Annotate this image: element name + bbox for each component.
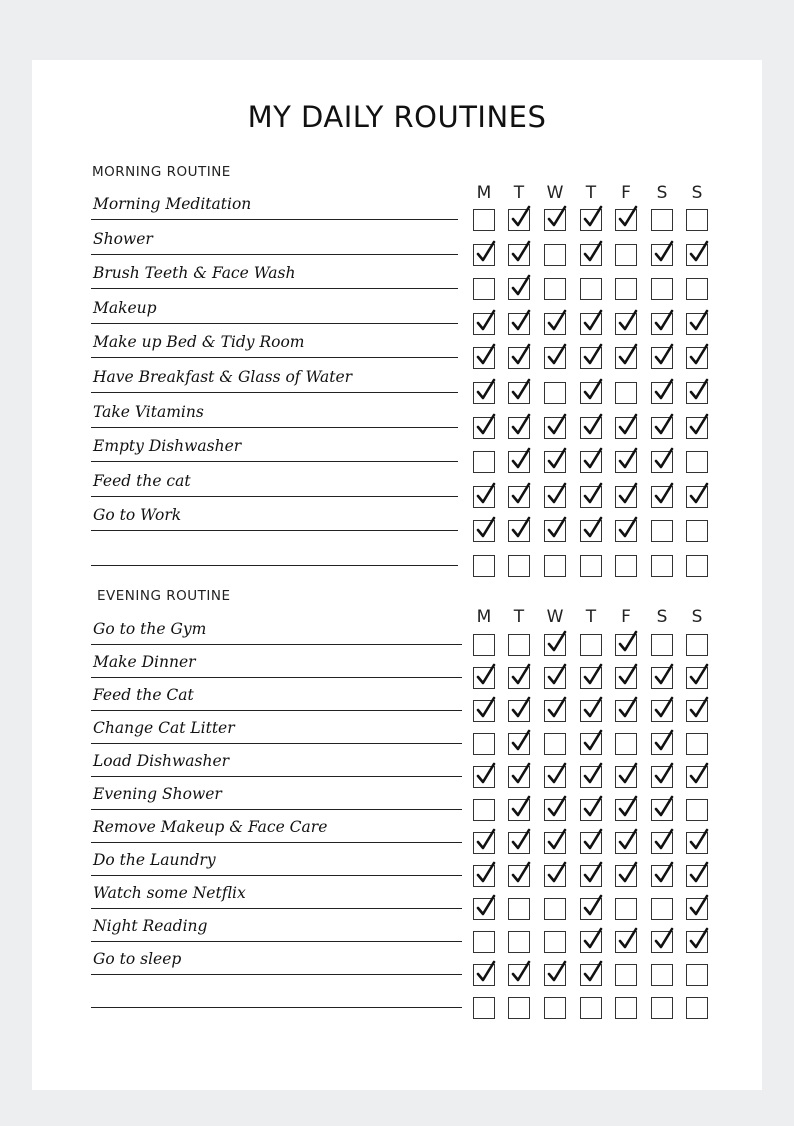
checkbox-checked[interactable] — [580, 964, 602, 986]
checkmark-icon — [546, 763, 568, 787]
task-line — [91, 677, 462, 678]
checkmark-stroke — [620, 929, 636, 947]
checkbox-empty[interactable] — [473, 799, 495, 821]
checkmark-icon — [688, 829, 710, 853]
day-header: F — [621, 607, 631, 627]
task-label: Feed the Cat — [93, 686, 194, 704]
checkmark-stroke — [585, 797, 601, 815]
checkbox-checked[interactable] — [651, 766, 673, 788]
checkbox-checked[interactable] — [544, 766, 566, 788]
checkmark-icon — [475, 697, 497, 721]
checkbox-empty[interactable] — [651, 997, 673, 1019]
checkmark-icon — [617, 862, 639, 886]
checkmark-stroke — [513, 764, 529, 782]
checkmark-stroke — [478, 962, 494, 980]
checkmark-icon — [546, 862, 568, 886]
checkbox-checked[interactable] — [580, 733, 602, 755]
checkbox-checked[interactable] — [544, 667, 566, 689]
checkbox-checked[interactable] — [580, 832, 602, 854]
task-line — [91, 875, 462, 876]
checkbox-checked[interactable] — [473, 766, 495, 788]
checkmark-icon — [688, 895, 710, 919]
checkmark-stroke — [513, 698, 529, 716]
checkmark-stroke — [549, 764, 565, 782]
checkbox-empty[interactable] — [615, 898, 637, 920]
task-line — [91, 1007, 462, 1008]
checkmark-stroke — [549, 632, 565, 650]
checkmark-icon — [582, 697, 604, 721]
checkmark-stroke — [585, 962, 601, 980]
checkbox-checked[interactable] — [651, 799, 673, 821]
checkmark-stroke — [656, 929, 672, 947]
checkmark-stroke — [478, 896, 494, 914]
checkmark-stroke — [513, 731, 529, 749]
checkmark-icon — [653, 796, 675, 820]
checkbox-checked[interactable] — [651, 931, 673, 953]
checkmark-stroke — [585, 896, 601, 914]
checkmark-icon — [582, 829, 604, 853]
section-heading: EVENING ROUTINE — [97, 588, 231, 604]
checkbox-checked[interactable] — [651, 700, 673, 722]
checkbox-empty[interactable] — [686, 964, 708, 986]
checkmark-icon — [582, 796, 604, 820]
checkbox-empty[interactable] — [580, 634, 602, 656]
checkbox-empty[interactable] — [473, 733, 495, 755]
checkmark-stroke — [656, 830, 672, 848]
checkbox-checked[interactable] — [473, 865, 495, 887]
checkmark-stroke — [656, 797, 672, 815]
checkbox-empty[interactable] — [473, 634, 495, 656]
checkmark-icon — [546, 697, 568, 721]
checkmark-stroke — [620, 665, 636, 683]
checkmark-icon — [582, 961, 604, 985]
day-header: T — [585, 607, 597, 627]
checkbox-checked[interactable] — [473, 832, 495, 854]
checkbox-checked[interactable] — [508, 733, 530, 755]
checkbox-checked[interactable] — [686, 766, 708, 788]
checkmark-icon — [510, 796, 532, 820]
checkbox-checked[interactable] — [615, 865, 637, 887]
task-line — [91, 908, 462, 909]
task-label: Feed the cat — [93, 471, 191, 490]
task-label: Night Reading — [93, 917, 208, 935]
day-header: T — [513, 607, 525, 627]
checkbox-empty[interactable] — [580, 997, 602, 1019]
checkbox-empty[interactable] — [686, 634, 708, 656]
checkmark-stroke — [585, 830, 601, 848]
task-line — [91, 941, 462, 942]
day-header: W — [546, 607, 564, 627]
checkbox-empty[interactable] — [544, 997, 566, 1019]
task-label: Morning Meditation — [93, 195, 252, 213]
day-header: W — [546, 183, 564, 203]
checkmark-icon — [582, 862, 604, 886]
checkmark-stroke — [656, 698, 672, 716]
checkmark-stroke — [585, 665, 601, 683]
task-label: Go to Work — [93, 506, 182, 525]
task-line — [91, 644, 462, 645]
day-header: T — [513, 183, 525, 203]
checkmark-icon — [653, 829, 675, 853]
checkmark-icon — [475, 961, 497, 985]
checkbox-checked[interactable] — [686, 700, 708, 722]
task-label: Make up Bed & Tidy Room — [93, 333, 305, 352]
checkbox-checked[interactable] — [580, 799, 602, 821]
checkmark-icon — [617, 697, 639, 721]
checkmark-stroke — [620, 797, 636, 815]
checkmark-icon — [582, 763, 604, 787]
checkmark-stroke — [691, 896, 707, 914]
task-line — [91, 743, 462, 744]
checkbox-checked[interactable] — [544, 964, 566, 986]
checkmark-icon — [617, 796, 639, 820]
task-label: Load Dishwasher — [93, 752, 230, 770]
checkbox-checked[interactable] — [544, 634, 566, 656]
day-header: M — [476, 607, 492, 627]
checkmark-stroke — [585, 731, 601, 749]
task-label: Evening Shower — [93, 785, 222, 803]
checkmark-stroke — [656, 863, 672, 881]
checkmark-icon — [475, 862, 497, 886]
checkbox-empty[interactable] — [473, 931, 495, 953]
checkbox-empty[interactable] — [544, 733, 566, 755]
checkbox-empty[interactable] — [508, 997, 530, 1019]
checkbox-empty[interactable] — [508, 931, 530, 953]
checkbox-checked[interactable] — [544, 700, 566, 722]
checkbox-checked[interactable] — [651, 865, 673, 887]
checkmark-icon — [582, 895, 604, 919]
checkbox-checked[interactable] — [473, 964, 495, 986]
checkbox-empty[interactable] — [686, 799, 708, 821]
checkbox-checked[interactable] — [686, 931, 708, 953]
checkbox-checked[interactable] — [508, 766, 530, 788]
checkbox-checked[interactable] — [615, 634, 637, 656]
task-label: Watch some Netflix — [93, 884, 246, 902]
checkbox-empty[interactable] — [544, 931, 566, 953]
checkbox-checked[interactable] — [508, 832, 530, 854]
checkmark-stroke — [691, 929, 707, 947]
task-label: Remove Makeup & Face Care — [93, 818, 328, 836]
checkbox-checked[interactable] — [686, 832, 708, 854]
checkmark-stroke — [478, 863, 494, 881]
checkmark-icon — [653, 928, 675, 952]
checkbox-checked[interactable] — [580, 667, 602, 689]
task-line — [91, 710, 462, 711]
checkmark-stroke — [478, 698, 494, 716]
checkbox-empty[interactable] — [686, 733, 708, 755]
task-line — [91, 974, 462, 975]
checkbox-checked[interactable] — [615, 766, 637, 788]
checkmark-stroke — [620, 764, 636, 782]
checkmark-stroke — [513, 830, 529, 848]
checkmark-stroke — [549, 863, 565, 881]
checkmark-stroke — [549, 665, 565, 683]
checkmark-stroke — [478, 764, 494, 782]
checkmark-stroke — [656, 665, 672, 683]
checkmark-icon — [546, 829, 568, 853]
checkbox-empty[interactable] — [615, 997, 637, 1019]
checkbox-checked[interactable] — [580, 700, 602, 722]
checkbox-checked[interactable] — [544, 799, 566, 821]
task-label: Have Breakfast & Glass of Water — [93, 368, 353, 386]
checkmark-icon — [653, 763, 675, 787]
checkmark-stroke — [656, 731, 672, 749]
checkbox-checked[interactable] — [580, 766, 602, 788]
day-header: T — [585, 183, 597, 203]
checkmark-icon — [546, 631, 568, 655]
checkbox-checked[interactable] — [651, 832, 673, 854]
checkmark-icon — [617, 664, 639, 688]
task-label: Shower — [93, 229, 153, 248]
checkmark-icon — [510, 664, 532, 688]
task-label: Take Vitamins — [93, 402, 204, 421]
checkmark-stroke — [513, 962, 529, 980]
task-label: Make Dinner — [93, 653, 196, 671]
checkbox-checked[interactable] — [615, 700, 637, 722]
checkbox-empty[interactable] — [615, 733, 637, 755]
checkmark-stroke — [656, 764, 672, 782]
checkbox-empty[interactable] — [473, 997, 495, 1019]
checkbox-checked[interactable] — [615, 832, 637, 854]
checkmark-stroke — [620, 830, 636, 848]
checkbox-checked[interactable] — [473, 700, 495, 722]
checkmark-icon — [688, 664, 710, 688]
checkmark-icon — [653, 664, 675, 688]
task-label: Brush Teeth & Face Wash — [93, 264, 296, 283]
checkmark-stroke — [585, 863, 601, 881]
checkmark-icon — [510, 730, 532, 754]
checkmark-icon — [510, 961, 532, 985]
checkmark-icon — [617, 631, 639, 655]
checkbox-checked[interactable] — [615, 667, 637, 689]
checkmark-stroke — [691, 863, 707, 881]
checkmark-icon — [688, 928, 710, 952]
page-title: MY DAILY ROUTINES — [247, 100, 547, 134]
checkmark-stroke — [513, 797, 529, 815]
evening-routine-section — [32, 60, 762, 1090]
checkmark-icon — [510, 763, 532, 787]
checkmark-icon — [653, 730, 675, 754]
checkbox-checked[interactable] — [686, 865, 708, 887]
task-line — [91, 842, 462, 843]
checkbox-empty[interactable] — [615, 964, 637, 986]
checkmark-icon — [475, 763, 497, 787]
checkmark-stroke — [620, 863, 636, 881]
checkbox-checked[interactable] — [508, 964, 530, 986]
section-heading: MORNING ROUTINE — [92, 164, 231, 180]
checkbox-empty[interactable] — [651, 898, 673, 920]
task-label: Go to the Gym — [93, 620, 207, 638]
checkmark-icon — [582, 730, 604, 754]
task-line — [91, 776, 462, 777]
task-label: Makeup — [93, 298, 157, 317]
planner-sheet — [32, 60, 762, 1090]
checkbox-checked[interactable] — [508, 700, 530, 722]
day-header: S — [691, 607, 703, 627]
checkbox-checked[interactable] — [508, 667, 530, 689]
checkbox-empty[interactable] — [651, 634, 673, 656]
checkmark-stroke — [620, 698, 636, 716]
day-header: F — [621, 183, 631, 203]
checkmark-icon — [617, 763, 639, 787]
checkmark-icon — [653, 862, 675, 886]
checkmark-icon — [546, 961, 568, 985]
checkmark-icon — [688, 697, 710, 721]
checkbox-checked[interactable] — [651, 667, 673, 689]
day-header: M — [476, 183, 492, 203]
checkmark-icon — [510, 829, 532, 853]
checkmark-icon — [475, 829, 497, 853]
checkmark-stroke — [585, 698, 601, 716]
checkbox-empty[interactable] — [508, 898, 530, 920]
checkmark-icon — [510, 697, 532, 721]
checkmark-icon — [617, 829, 639, 853]
task-label: Go to sleep — [93, 950, 182, 968]
day-header: S — [656, 607, 668, 627]
checkbox-empty[interactable] — [651, 964, 673, 986]
checkbox-checked[interactable] — [508, 799, 530, 821]
checkbox-checked[interactable] — [686, 898, 708, 920]
checkbox-empty[interactable] — [686, 997, 708, 1019]
checkbox-checked[interactable] — [651, 733, 673, 755]
checkbox-checked[interactable] — [544, 865, 566, 887]
checkmark-stroke — [549, 698, 565, 716]
checkbox-empty[interactable] — [544, 898, 566, 920]
checkmark-icon — [475, 895, 497, 919]
day-header: S — [656, 183, 668, 203]
checkmark-stroke — [549, 962, 565, 980]
checkmark-icon — [510, 862, 532, 886]
task-label: Change Cat Litter — [93, 719, 235, 737]
checkbox-empty[interactable] — [508, 634, 530, 656]
checkmark-icon — [688, 763, 710, 787]
day-header: S — [691, 183, 703, 203]
checkbox-checked[interactable] — [580, 898, 602, 920]
checkmark-stroke — [549, 830, 565, 848]
checkmark-stroke — [620, 632, 636, 650]
checkmark-stroke — [691, 698, 707, 716]
checkmark-stroke — [549, 797, 565, 815]
task-line — [91, 809, 462, 810]
checkbox-checked[interactable] — [473, 898, 495, 920]
checkmark-stroke — [691, 665, 707, 683]
checkmark-stroke — [691, 764, 707, 782]
checkmark-icon — [617, 928, 639, 952]
checkmark-stroke — [585, 764, 601, 782]
checkbox-checked[interactable] — [544, 832, 566, 854]
checkbox-checked[interactable] — [508, 865, 530, 887]
task-label: Do the Laundry — [93, 851, 216, 869]
checkmark-icon — [653, 697, 675, 721]
checkmark-stroke — [478, 665, 494, 683]
task-label: Empty Dishwasher — [93, 437, 242, 456]
checkmark-stroke — [478, 830, 494, 848]
checkmark-icon — [546, 664, 568, 688]
checkmark-icon — [582, 928, 604, 952]
checkmark-stroke — [585, 929, 601, 947]
checkbox-checked[interactable] — [580, 865, 602, 887]
checkbox-checked[interactable] — [615, 799, 637, 821]
checkbox-checked[interactable] — [473, 667, 495, 689]
checkmark-icon — [582, 664, 604, 688]
checkmark-icon — [546, 796, 568, 820]
checkmark-stroke — [691, 830, 707, 848]
checkbox-checked[interactable] — [615, 931, 637, 953]
checkmark-stroke — [513, 863, 529, 881]
checkmark-stroke — [513, 665, 529, 683]
checkmark-icon — [475, 664, 497, 688]
checkbox-checked[interactable] — [686, 667, 708, 689]
checkbox-checked[interactable] — [580, 931, 602, 953]
checkmark-icon — [688, 862, 710, 886]
